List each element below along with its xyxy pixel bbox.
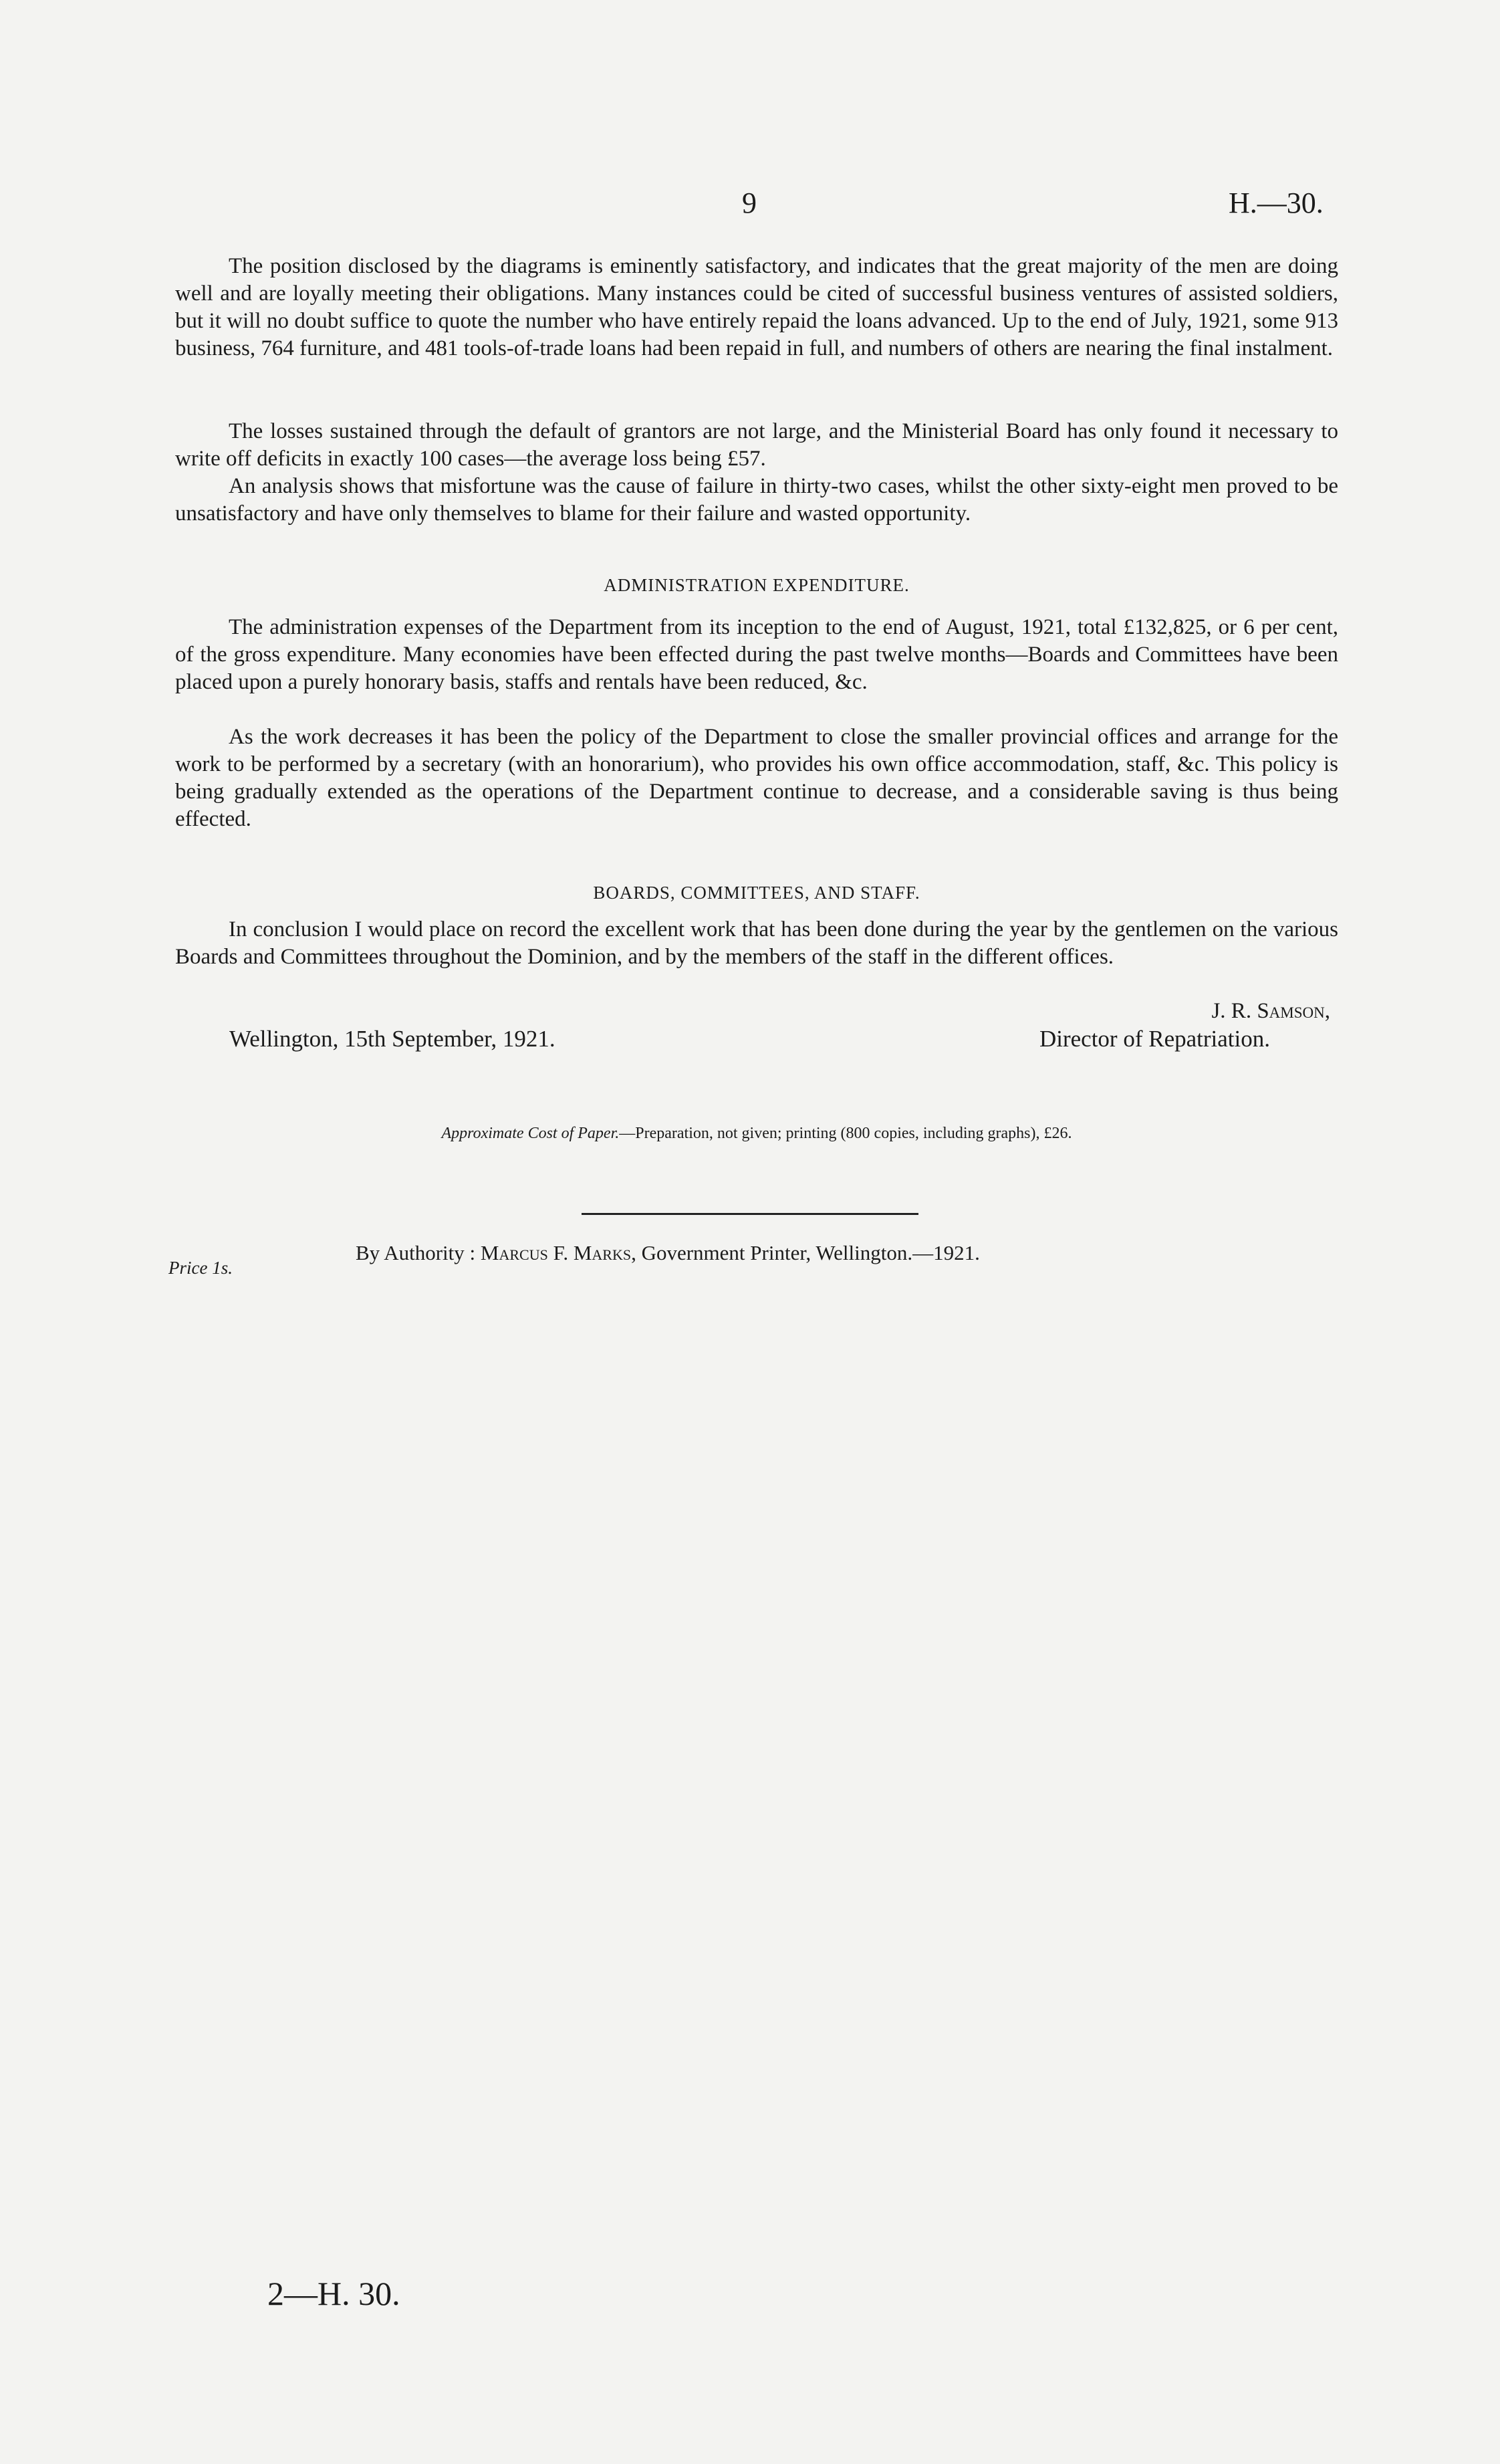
printer-name: Marcus F. Marks, [480, 1241, 636, 1264]
authority-suffix: Government Printer, Wellington.—1921. [641, 1241, 980, 1264]
price-note: Price 1s. [168, 1258, 233, 1278]
printing-authority [356, 1241, 980, 1265]
cost-note [175, 1123, 1338, 1143]
place-date: Wellington, 15th September, 1921. [229, 1026, 555, 1052]
paragraph-provincial-offices: As the work decreases it has been the policy of the Department to close the smaller provincial offices and arrange for the work to be performed by a secretary (with an honorarium), who provides his own office accommodation, staff, &c. This policy is being gradually extended as the operations of the Department continue to decrease, and a considerable saving is thus being effected. [175, 725, 1338, 831]
paragraph-conclusion: In conclusion I would place on record the excellent work that has been done during the year by the gentlemen on the various Boards and Committees throughout the Dominion, and by the members of the staff in the different offices. [175, 917, 1338, 969]
page-number: 9 [742, 187, 757, 219]
paragraph-administration-expenses: The administration expenses of the Department from its inception to the end of August, 1921, total £132,825, or 6 per cent, of the gross expenditure. Many economies have been effected during the past twelve months—Boards and Committees have been placed upon a purely honorary basis, staffs and rentals have been reduced, &c. [175, 615, 1338, 694]
divider-rule [582, 1213, 918, 1215]
authority-prefix: By Authority : [356, 1241, 476, 1264]
paragraph-diagrams: The position disclosed by the diagrams is eminently satisfactory, and indicates that the great majority of the men are doing well and are loyally meeting their obligations. Many instances could be cited of successful business ventures of assisted soldiers, but it will no doubt suffice to quote the number who have entirely repaid the loans advanced. Up to the end of July, 1921, some 913 business, 764 furniture, and 481 tools-of-trade loans had been repaid in full, and numbers of others are nearing the final instalment. [175, 254, 1338, 360]
cost-note-text: —Preparation, not given; printing (800 copies, including graphs), £26. [619, 1125, 1072, 1142]
signature-name: J. R. Samson, [1211, 999, 1330, 1023]
heading-administration-expenditure: ADMINISTRATION EXPENDITURE. [604, 575, 910, 595]
document-reference: H.—30. [1229, 187, 1324, 219]
heading-boards-committees-staff: BOARDS, COMMITTEES, AND STAFF. [593, 883, 920, 903]
paragraph-losses: The losses sustained through the default of grantors are not large, and the Ministerial Board has only found it necessary to write off deficits in exactly 100 cases—the average loss being £57. [175, 419, 1338, 471]
signature-title: Director of Repatriation. [1039, 1026, 1270, 1052]
paragraph-analysis: An analysis shows that misfortune was the cause of failure in thirty-two cases, whilst the other sixty-eight men proved to be unsatisfactory and have only themselves to blame for their failure and wasted opportunity. [175, 474, 1338, 526]
cost-note-label: Approximate Cost of Paper. [441, 1125, 620, 1142]
bottom-reference: 2—H. 30. [267, 2275, 400, 2312]
